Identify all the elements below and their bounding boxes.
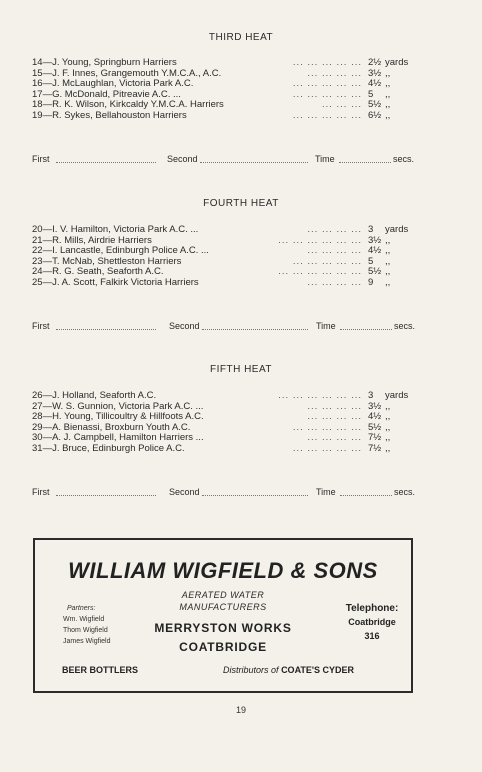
works-town: COATBRIDGE	[179, 640, 267, 654]
handicap: 6½	[368, 109, 382, 121]
list-item	[32, 58, 422, 69]
fourth-heat-entries	[32, 225, 422, 289]
handicap: 4½	[368, 411, 382, 423]
entry-name: 24—R. G. Seath, Seaforth A.C.	[32, 266, 164, 278]
leader-dots: ... ... ... ... ...	[292, 78, 362, 90]
handicap: 5½	[368, 99, 382, 111]
fifth-heat-results	[32, 487, 417, 501]
distributors-of: of	[271, 665, 279, 675]
leader-dots: ... ... ... ...	[307, 411, 362, 423]
second-label: Second	[169, 487, 200, 497]
handicap: 3	[368, 390, 374, 401]
entry-name: 16—J. McLaughlan, Victoria Park A.C.	[32, 78, 194, 90]
entry-name: 21—R. Mills, Airdrie Harriers	[32, 234, 152, 246]
heading-third-heat: THIRD HEAT	[208, 32, 274, 43]
leader-dots: ... ... ... ... ...	[292, 57, 362, 68]
unit: ,,	[385, 442, 391, 454]
list-item	[32, 278, 422, 289]
unit: ,,	[385, 276, 391, 288]
list-item	[32, 444, 422, 455]
unit: ,,	[385, 255, 391, 267]
leader-dots: ... ... ... ... ...	[292, 442, 362, 454]
telephone-exchange: Coatbridge	[348, 617, 396, 627]
handicap: 4½	[368, 245, 382, 257]
entry-name: 18—R. K. Wilson, Kirkcaldy Y.M.C.A. Harriers	[32, 99, 224, 111]
leader-dots: ... ... ... ... ... ...	[278, 390, 362, 401]
time-label: Time	[316, 487, 336, 497]
partner-name: James Wigfield	[63, 638, 111, 645]
time-label: Time	[315, 154, 335, 164]
secs-label: secs.	[394, 487, 416, 497]
unit: ,,	[385, 67, 391, 79]
unit: ,,	[385, 266, 391, 278]
handicap: 3½	[368, 234, 382, 246]
fourth-heat-results	[32, 321, 417, 335]
entry-name: 19—R. Sykes, Bellahouston Harriers	[32, 109, 187, 121]
first-blank	[56, 495, 156, 496]
handicap: 5½	[368, 421, 382, 433]
partner-name: Wm. Wigfield	[63, 616, 105, 623]
leader-dots: ... ... ... ...	[307, 245, 362, 257]
handicap: 4½	[368, 78, 382, 90]
handicap: 3½	[368, 400, 382, 412]
leader-dots: ... ... ... ...	[307, 224, 362, 235]
entry-name: 15—J. F. Innes, Grangemouth Y.M.C.A., A.C.	[32, 67, 222, 79]
entry-name: 14—J. Young, Springburn Harriers	[32, 57, 177, 68]
distributors-prefix: Distributors	[223, 665, 269, 675]
first-label: First	[32, 487, 50, 497]
company-name: WILLIAM WIGFIELD & SONS	[68, 558, 378, 583]
unit: yards	[385, 57, 409, 68]
entry-name: 22—I. Lancastle, Edinburgh Police A.C. ...	[32, 245, 209, 257]
leader-dots: ... ... ... ...	[307, 276, 362, 288]
tagline-aerated-water: AERATED WATER	[181, 590, 265, 600]
unit: ,,	[385, 432, 391, 444]
unit: yards	[385, 224, 409, 235]
entry-name: 31—J. Bruce, Edinburgh Police A.C.	[32, 442, 185, 454]
leader-dots: ... ... ...	[321, 99, 362, 111]
first-blank	[56, 162, 156, 163]
leader-dots: ... ... ... ... ...	[292, 109, 362, 121]
entry-name: 30—A. J. Campbell, Hamilton Harriers ...	[32, 432, 204, 444]
time-label: Time	[316, 321, 336, 331]
handicap: 7½	[368, 442, 382, 454]
leader-dots: ... ... ... ... ... ...	[278, 266, 362, 278]
handicap: 5	[368, 255, 374, 267]
handicap: 3½	[368, 67, 382, 79]
telephone-label: Telephone:	[345, 603, 399, 614]
heading-fifth-heat: FIFTH HEAT	[209, 364, 273, 375]
unit: ,,	[385, 234, 391, 246]
time-blank	[340, 329, 392, 330]
telephone-number: 316	[364, 631, 380, 641]
fifth-heat-entries	[32, 391, 422, 455]
third-heat-results	[32, 154, 417, 168]
unit: yards	[385, 390, 409, 401]
secs-label: secs.	[393, 154, 415, 164]
entry-name: 20—I. V. Hamilton, Victoria Park A.C. ...	[32, 224, 199, 235]
leader-dots: ... ... ... ... ...	[292, 88, 362, 100]
distributors-brand: COATE'S CYDER	[281, 665, 355, 675]
leader-dots: ... ... ... ... ...	[292, 421, 362, 433]
unit: ,,	[385, 109, 391, 121]
page-number: 19	[235, 705, 246, 715]
second-blank	[202, 495, 308, 496]
partners-label: Partners:	[67, 605, 96, 612]
leader-dots: ... ... ... ... ... ...	[278, 234, 362, 246]
second-blank	[202, 329, 308, 330]
partner-name: Thom Wigfield	[63, 627, 108, 634]
entry-name: 23—T. McNab, Shettleston Harriers	[32, 255, 182, 267]
handicap: 5½	[368, 266, 382, 278]
leader-dots: ... ... ... ...	[307, 67, 362, 79]
unit: ,,	[385, 88, 391, 100]
leader-dots: ... ... ... ...	[307, 400, 362, 412]
tagline-manufacturers: MANUFACTURERS	[179, 602, 267, 612]
entry-name: 26—J. Holland, Seaforth A.C.	[32, 390, 157, 401]
time-blank	[340, 495, 392, 496]
entry-name: 27—W. S. Gunnion, Victoria Park A.C. ...	[32, 400, 204, 412]
unit: ,,	[385, 421, 391, 433]
unit: ,,	[385, 411, 391, 423]
beer-bottlers: BEER BOTTLERS	[62, 665, 139, 675]
list-item	[32, 111, 422, 122]
advertisement-box	[33, 538, 413, 693]
first-label: First	[32, 321, 50, 331]
leader-dots: ... ... ... ... ...	[292, 255, 362, 267]
time-blank	[339, 162, 391, 163]
handicap: 3	[368, 224, 374, 235]
second-label: Second	[169, 321, 200, 331]
handicap: 2½	[368, 57, 382, 68]
unit: ,,	[385, 78, 391, 90]
unit: ,,	[385, 245, 391, 257]
unit: ,,	[385, 400, 391, 412]
first-blank	[56, 329, 156, 330]
entry-name: 25—J. A. Scott, Falkirk Victoria Harriers	[32, 276, 199, 288]
second-blank	[200, 162, 308, 163]
leader-dots: ... ... ... ...	[307, 432, 362, 444]
handicap: 7½	[368, 432, 382, 444]
works-name: MERRYSTON WORKS	[154, 621, 292, 635]
heading-fourth-heat: FOURTH HEAT	[203, 198, 279, 209]
list-item	[32, 225, 422, 236]
unit: ,,	[385, 99, 391, 111]
entry-name: 29—A. Bienassi, Broxburn Youth A.C.	[32, 421, 191, 433]
list-item	[32, 391, 422, 402]
entry-name: 28—H. Young, Tillicoultry & Hillfoots A.C.	[32, 411, 204, 423]
handicap: 5	[368, 88, 374, 100]
entry-name: 17—G. McDonald, Pitreavie A.C. ...	[32, 88, 181, 100]
handicap: 9	[368, 276, 374, 288]
first-label: First	[32, 154, 50, 164]
second-label: Second	[167, 154, 198, 164]
third-heat-entries	[32, 58, 422, 122]
secs-label: secs.	[394, 321, 416, 331]
distributors-line	[223, 665, 354, 675]
